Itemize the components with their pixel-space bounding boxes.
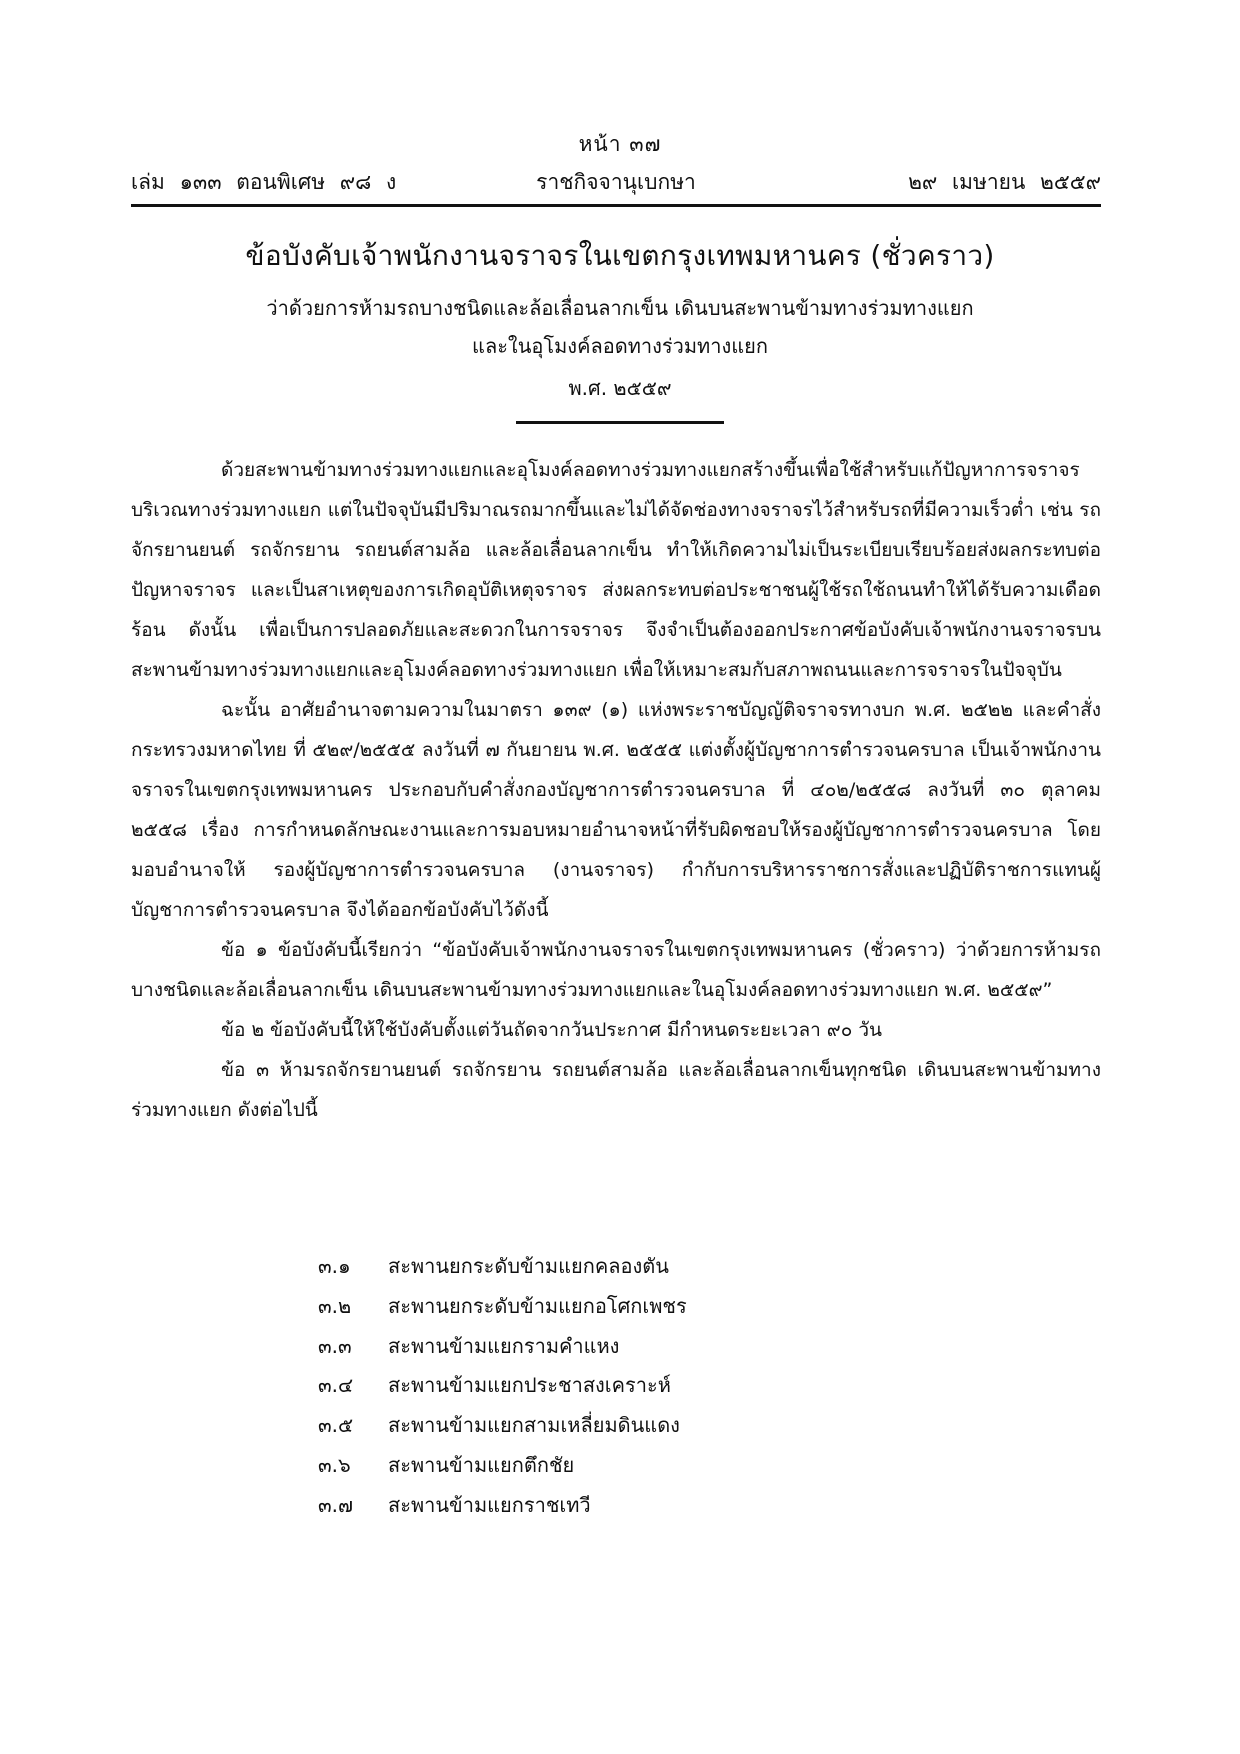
- list-item: [318, 1485, 1018, 1525]
- list-item-number: ๓.๑: [318, 1254, 351, 1278]
- list-item-number: ๓.๖: [318, 1452, 351, 1477]
- list-item-number: ๓.๔: [318, 1373, 354, 1398]
- list-item-text: สะพานข้ามแยกสามเหลี่ยมดินแดง: [388, 1413, 680, 1438]
- list-item-text: สะพานข้ามแยกราชเทวี: [388, 1492, 591, 1517]
- bridge-list: [318, 1246, 1018, 1525]
- document-year: พ.ศ. ๒๕๕๙: [568, 376, 672, 400]
- volume-issue: เล่ม ๑๓๓ ตอนพิเศษ ๙๘ ง: [131, 170, 397, 194]
- document-subtitle-line-1: ว่าด้วยการห้ามรถบางชนิดและล้อเลื่อนลากเข็น เดินบนสะพานข้ามทางร่วมทางแยก: [266, 296, 974, 320]
- publication-date: ๒๙ เมษายน ๒๕๕๙: [908, 170, 1101, 194]
- title-divider: [516, 421, 724, 424]
- list-item: [318, 1445, 1018, 1485]
- list-item-number: ๓.๓: [318, 1333, 352, 1358]
- clause-1: ข้อ ๑ ข้อบังคับนี้เรียกว่า “ข้อบังคับเจ้าพนักงานจราจรในเขตกรุงเทพมหานคร (ชั่วคราว) ว่าด้วยการห้ามรถบางชนิดและล้อเลื่อนลากเข็น เดินบนสะพานข้ามทางร่วมทางแยกและในอุโมงค์ลอดทางร่วมทางแยก พ.ศ. ๒๕๕๙”: [131, 939, 1101, 1001]
- list-item-number: ๓.๗: [318, 1492, 354, 1517]
- list-item: [318, 1246, 1018, 1286]
- list-item: [318, 1405, 1018, 1445]
- document-title: ข้อบังคับเจ้าพนักงานจราจรในเขตกรุงเทพมหานคร (ชั่วคราว): [245, 239, 995, 272]
- header-divider: [131, 204, 1101, 207]
- authority-paragraph: ฉะนั้น อาศัยอำนาจตามความในมาตรา ๑๓๙ (๑) แห่งพระราชบัญญัติจราจรทางบก พ.ศ. ๒๕๒๒ และคำสั่งกระทรวงมหาดไทย ที่ ๕๒๙/๒๕๕๕ ลงวันที่ ๗ กันยายน พ.ศ. ๒๕๕๕ แต่งตั้งผู้บัญชาการตำรวจนครบาล เป็นเจ้าพนักงานจราจรในเขตกรุงเทพมหานคร ประกอบกับคำสั่งกองบัญชาการตำรวจนครบาล ที่ ๔๐๒/๒๕๕๘ ลงวันที่ ๓๐ ตุลาคม ๒๕๕๘ เรื่อง การกำหนดลักษณะงานและการมอบหมายอำนาจหน้าที่รับผิดชอบให้รองผู้บัญชาการตำรวจนครบาล โดยมอบอำนาจให้ รองผู้บัญชาการตำรวจนครบาล (งานจราจร) กำกับการบริหารราชการสั่งและปฏิบัติราชการแทนผู้บัญชาการตำรวจนครบาล จึงได้ออกข้อบังคับไว้ดังนี้: [131, 699, 1101, 921]
- list-item-number: ๓.๒: [318, 1293, 352, 1318]
- gazette-header: [131, 166, 1101, 200]
- list-item: [318, 1286, 1018, 1326]
- clause-2: ข้อ ๒ ข้อบังคับนี้ให้ใช้บังคับตั้งแต่วันถัดจากวันประกาศ มีกำหนดระยะเวลา ๙๐ วัน: [221, 1019, 883, 1041]
- publication-name: ราชกิจจานุเบกษา: [536, 170, 696, 194]
- list-item: [318, 1365, 1018, 1405]
- document-subtitle-line-2: และในอุโมงค์ลอดทางร่วมทางแยก: [472, 334, 768, 358]
- list-item-number: ๓.๕: [318, 1413, 354, 1438]
- list-item-text: สะพานยกระดับข้ามแยกอโศกเพชร: [388, 1293, 687, 1318]
- list-item: [318, 1326, 1018, 1366]
- preamble-paragraph: ด้วยสะพานข้ามทางร่วมทางแยกและอุโมงค์ลอดทางร่วมทางแยกสร้างขึ้นเพื่อใช้สำหรับแก้ปัญหาการจราจรบริเวณทางร่วมทางแยก แต่ในปัจจุบันมีปริมาณรถมากขึ้นและไม่ได้จัดช่องทางจราจรไว้สำหรับรถที่มีความเร็วต่ำ เช่น รถจักรยานยนต์ รถจักรยาน รถยนต์สามล้อ และล้อเลื่อนลากเข็น ทำให้เกิดความไม่เป็นระเบียบเรียบร้อยส่งผลกระทบต่อปัญหาจราจร และเป็นสาเหตุของการเกิดอุบัติเหตุจราจร ส่งผลกระทบต่อประชาชนผู้ใช้รถใช้ถนนทำให้ได้รับความเดือดร้อน ดังนั้น เพื่อเป็นการปลอดภัยและสะดวกในการจราจร จึงจำเป็นต้องออกประกาศข้อบังคับเจ้าพนักงานจราจรบนสะพานข้ามทางร่วมทางแยกและอุโมงค์ลอดทางร่วมทางแยก เพื่อให้เหมาะสมกับสภาพถนนและการจราจรในปัจจุบัน: [131, 459, 1101, 681]
- list-item-text: สะพานยกระดับข้ามแยกคลองตัน: [388, 1254, 669, 1278]
- list-item-text: สะพานข้ามแยกรามคำแหง: [388, 1333, 620, 1358]
- document-body: [131, 450, 1101, 1130]
- list-item-text: สะพานข้ามแยกประชาสงเคราะห์: [388, 1373, 671, 1398]
- page-number: หน้า ๓๗: [578, 132, 662, 156]
- list-item-text: สะพานข้ามแยกตึกชัย: [388, 1452, 575, 1477]
- clause-3: ข้อ ๓ ห้ามรถจักรยานยนต์ รถจักรยาน รถยนต์สามล้อ และล้อเลื่อนลากเข็นทุกชนิด เดินบนสะพานข้ามทางร่วมทางแยก ดังต่อไปนี้: [131, 1059, 1101, 1121]
